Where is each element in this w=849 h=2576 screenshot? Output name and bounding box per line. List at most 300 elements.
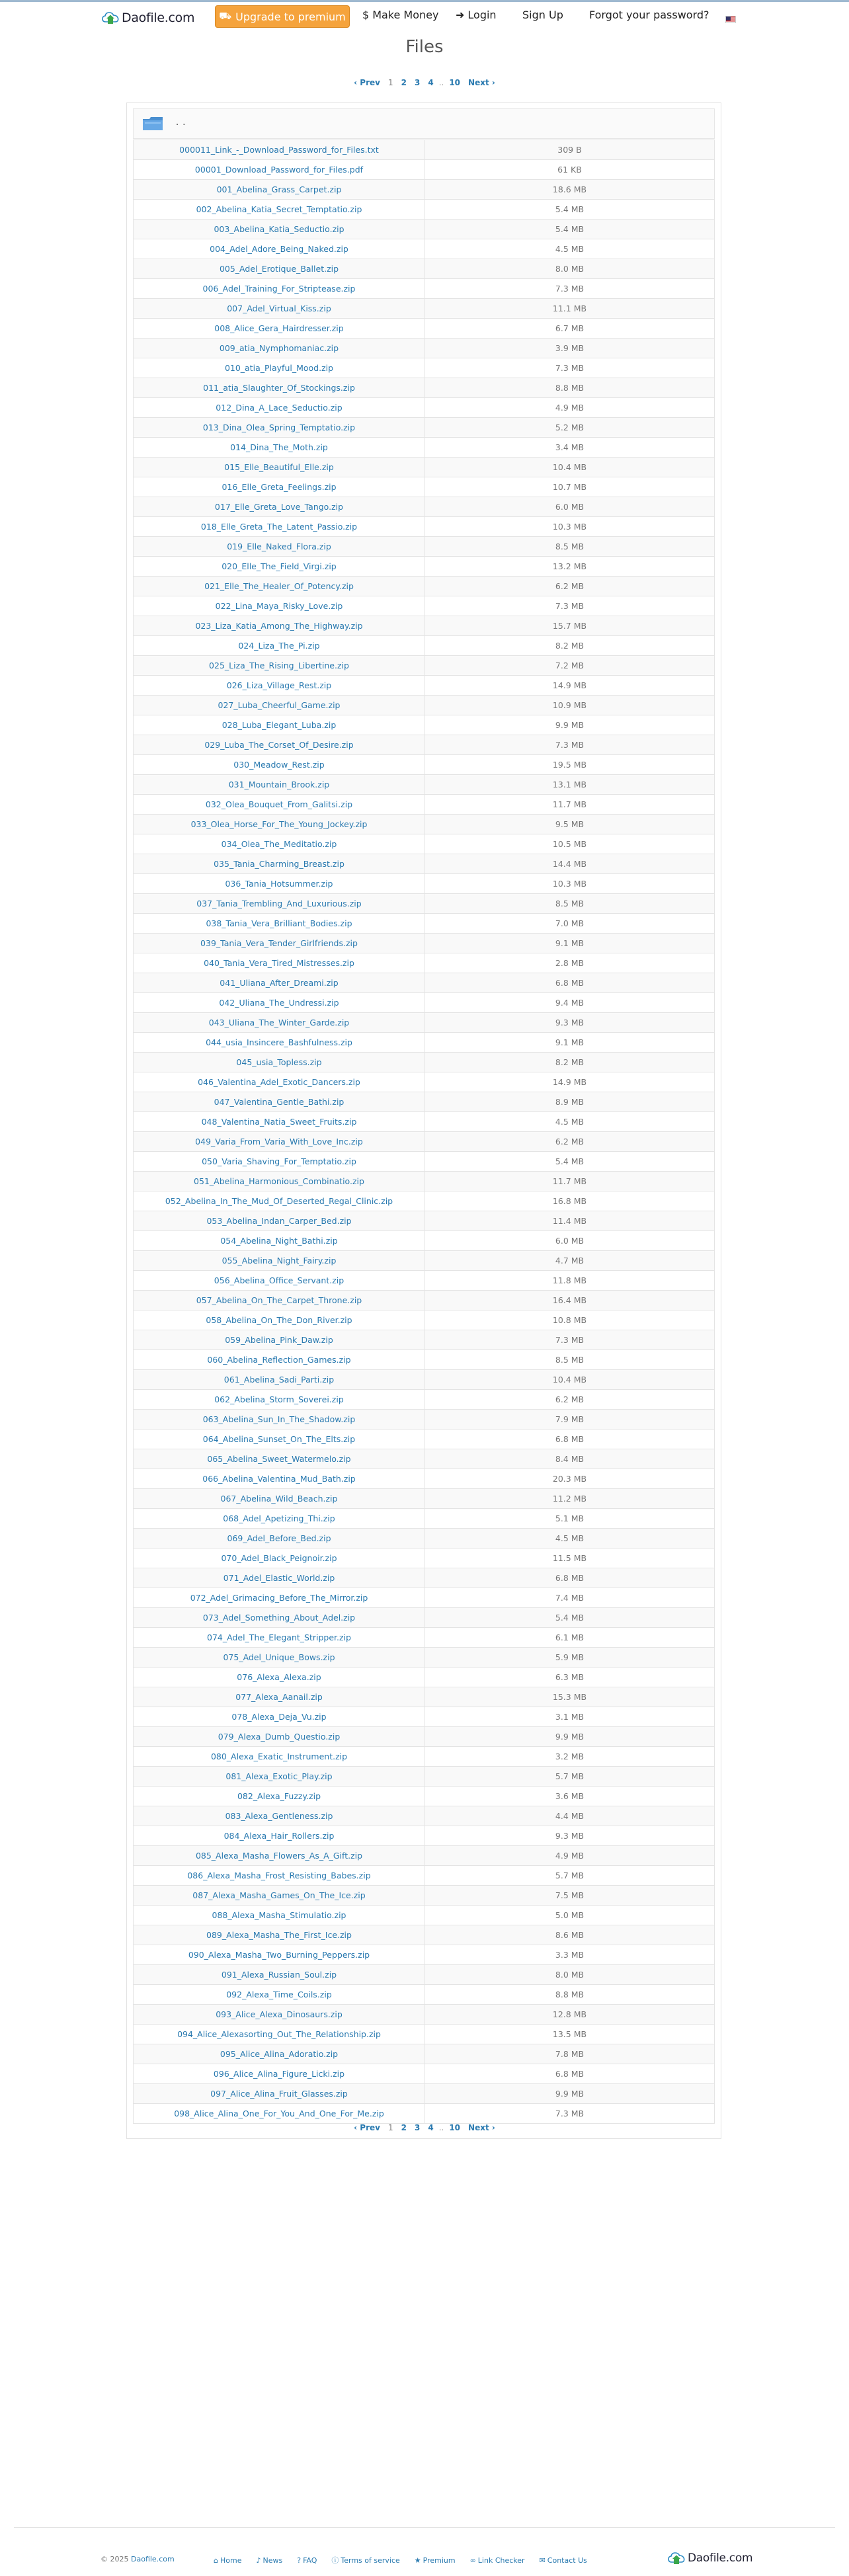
footer-logo[interactable] bbox=[668, 2551, 752, 2565]
file-size: 10.8 MB bbox=[425, 1310, 715, 1330]
file-name-link[interactable]: 025_Liza_The_Rising_Libertine.zip bbox=[134, 656, 425, 676]
file-name-link[interactable]: 087_Alexa_Masha_Games_On_The_Ice.zip bbox=[134, 1886, 425, 1906]
file-name-link[interactable]: 054_Abelina_Night_Bathi.zip bbox=[134, 1231, 425, 1251]
file-name-link[interactable]: 051_Abelina_Harmonious_Combinatio.zip bbox=[134, 1172, 425, 1191]
file-size: 5.0 MB bbox=[425, 1906, 715, 1925]
login-label: Login bbox=[467, 9, 497, 21]
file-row bbox=[134, 1172, 715, 1191]
folder-icon bbox=[142, 116, 163, 131]
file-name-link[interactable]: 018_Elle_Greta_The_Latent_Passio.zip bbox=[134, 517, 425, 537]
footer-link-news[interactable] bbox=[256, 2555, 282, 2565]
pagination-dots: .. bbox=[438, 78, 444, 87]
file-size: 11.1 MB bbox=[425, 299, 715, 319]
file-name-link[interactable]: 020_Elle_The_Field_Virgi.zip bbox=[134, 557, 425, 577]
file-name-link[interactable]: 002_Abelina_Katia_Secret_Temptatio.zip bbox=[134, 200, 425, 220]
file-name-link[interactable]: 067_Abelina_Wild_Beach.zip bbox=[134, 1489, 425, 1509]
file-size: 16.4 MB bbox=[425, 1291, 715, 1310]
file-name-link[interactable]: 000011_Link_-_Download_Password_for_Files.txt bbox=[134, 140, 425, 160]
file-name-link[interactable]: 078_Alexa_Deja_Vu.zip bbox=[134, 1707, 425, 1727]
file-size: 8.6 MB bbox=[425, 1925, 715, 1945]
file-row bbox=[134, 1013, 715, 1033]
file-row bbox=[134, 497, 715, 517]
file-row bbox=[134, 1727, 715, 1747]
file-name-link[interactable]: 071_Adel_Elastic_World.zip bbox=[134, 1568, 425, 1588]
file-name-link[interactable]: 048_Valentina_Natia_Sweet_Fruits.zip bbox=[134, 1112, 425, 1132]
file-name-link[interactable]: 037_Tania_Trembling_And_Luxurious.zip bbox=[134, 894, 425, 914]
file-row bbox=[134, 1707, 715, 1727]
file-row bbox=[134, 1271, 715, 1291]
file-row bbox=[134, 1529, 715, 1549]
file-name-link[interactable]: 009_atia_Nymphomaniac.zip bbox=[134, 339, 425, 358]
file-name-link[interactable]: 003_Abelina_Katia_Seductio.zip bbox=[134, 220, 425, 239]
file-row bbox=[134, 239, 715, 259]
file-name-link[interactable]: 075_Adel_Unique_Bows.zip bbox=[134, 1648, 425, 1668]
footer-copyright bbox=[101, 2555, 175, 2563]
file-size: 9.9 MB bbox=[425, 2084, 715, 2104]
login-icon: ➜ bbox=[456, 9, 465, 21]
file-row bbox=[134, 2084, 715, 2104]
pagination-prev[interactable]: ‹ Prev bbox=[354, 2123, 380, 2132]
file-row bbox=[134, 1747, 715, 1767]
file-size: 7.3 MB bbox=[425, 596, 715, 616]
file-name-link[interactable]: 036_Tania_Hotsummer.zip bbox=[134, 874, 425, 894]
file-name-link[interactable]: 047_Valentina_Gentle_Bathi.zip bbox=[134, 1092, 425, 1112]
file-name-link[interactable]: 039_Tania_Vera_Tender_Girlfriends.zip bbox=[134, 934, 425, 953]
file-row bbox=[134, 1687, 715, 1707]
file-row bbox=[134, 1410, 715, 1429]
footer-logo-text: Daofile.com bbox=[688, 2552, 753, 2565]
file-name-link[interactable]: 019_Elle_Naked_Flora.zip bbox=[134, 537, 425, 557]
file-size: 6.8 MB bbox=[425, 1429, 715, 1449]
file-size: 7.0 MB bbox=[425, 914, 715, 934]
file-row bbox=[134, 636, 715, 656]
file-size: 8.0 MB bbox=[425, 1965, 715, 1985]
make-money-link[interactable] bbox=[362, 9, 438, 21]
file-row bbox=[134, 1132, 715, 1152]
file-size: 7.3 MB bbox=[425, 735, 715, 755]
file-name-link[interactable]: 094_Alice_Alexasorting_Out_The_Relationship.zip bbox=[134, 2025, 425, 2044]
file-name-link[interactable]: 046_Valentina_Adel_Exotic_Dancers.zip bbox=[134, 1072, 425, 1092]
file-size: 11.2 MB bbox=[425, 1489, 715, 1509]
file-size: 61 KB bbox=[425, 160, 715, 180]
file-name-link[interactable]: 062_Abelina_Storm_Soverei.zip bbox=[134, 1390, 425, 1410]
file-size: 10.3 MB bbox=[425, 517, 715, 537]
file-name-link[interactable]: 089_Alexa_Masha_The_First_Ice.zip bbox=[134, 1925, 425, 1945]
file-name-link[interactable]: 063_Abelina_Sun_In_The_Shadow.zip bbox=[134, 1410, 425, 1429]
file-name-link[interactable]: 084_Alexa_Hair_Rollers.zip bbox=[134, 1826, 425, 1846]
file-row bbox=[134, 1925, 715, 1945]
file-row bbox=[134, 1945, 715, 1965]
file-row bbox=[134, 220, 715, 239]
file-name-link[interactable]: 011_atia_Slaughter_Of_Stockings.zip bbox=[134, 378, 425, 398]
file-name-link[interactable]: 017_Elle_Greta_Love_Tango.zip bbox=[134, 497, 425, 517]
pagination-page-last[interactable]: 10 bbox=[449, 2123, 461, 2132]
pagination-page-2[interactable]: 2 bbox=[401, 2123, 407, 2132]
file-size: 9.4 MB bbox=[425, 993, 715, 1013]
footer-link-label: FAQ bbox=[303, 2556, 317, 2565]
file-size: 6.0 MB bbox=[425, 1231, 715, 1251]
navbar bbox=[0, 2, 849, 31]
file-size: 8.8 MB bbox=[425, 378, 715, 398]
file-size: 6.7 MB bbox=[425, 319, 715, 339]
file-row bbox=[134, 596, 715, 616]
file-size: 7.5 MB bbox=[425, 1886, 715, 1906]
file-name-link[interactable]: 023_Liza_Katia_Among_The_Highway.zip bbox=[134, 616, 425, 636]
file-size: 8.5 MB bbox=[425, 537, 715, 557]
file-size: 4.4 MB bbox=[425, 1806, 715, 1826]
file-name-link[interactable]: 007_Adel_Virtual_Kiss.zip bbox=[134, 299, 425, 319]
file-row bbox=[134, 755, 715, 775]
login-link[interactable] bbox=[456, 9, 497, 21]
file-name-link[interactable]: 041_Uliana_After_Dreami.zip bbox=[134, 973, 425, 993]
file-row bbox=[134, 1449, 715, 1469]
file-row bbox=[134, 418, 715, 438]
file-size: 10.9 MB bbox=[425, 696, 715, 715]
pagination-page-1: 1 bbox=[387, 78, 393, 87]
pagination-page-3[interactable]: 3 bbox=[414, 2123, 421, 2132]
file-size: 5.1 MB bbox=[425, 1509, 715, 1529]
file-name-link[interactable]: 026_Liza_Village_Rest.zip bbox=[134, 676, 425, 696]
file-row bbox=[134, 1191, 715, 1211]
file-size: 5.4 MB bbox=[425, 1152, 715, 1172]
file-name-link[interactable]: 088_Alexa_Masha_Stimulatio.zip bbox=[134, 1906, 425, 1925]
forgot-password-label: Forgot your password? bbox=[589, 9, 709, 21]
home-icon: ⌂ bbox=[214, 2556, 218, 2565]
star-icon: ★ bbox=[414, 2556, 421, 2565]
file-row bbox=[134, 537, 715, 557]
file-size: 5.4 MB bbox=[425, 220, 715, 239]
parent-folder-row[interactable] bbox=[133, 108, 715, 139]
file-size: 6.2 MB bbox=[425, 1390, 715, 1410]
file-name-link[interactable]: 064_Abelina_Sunset_On_The_Elts.zip bbox=[134, 1429, 425, 1449]
file-row bbox=[134, 795, 715, 815]
file-name-link[interactable]: 081_Alexa_Exotic_Play.zip bbox=[134, 1767, 425, 1787]
page-title: Files bbox=[405, 37, 444, 57]
footer-link-link-checker[interactable] bbox=[470, 2555, 525, 2565]
forgot-password-link[interactable] bbox=[589, 9, 709, 21]
pagination-prev[interactable]: ‹ Prev bbox=[354, 78, 380, 87]
file-row bbox=[134, 1330, 715, 1350]
file-name-link[interactable]: 096_Alice_Alina_Figure_Licki.zip bbox=[134, 2064, 425, 2084]
file-name-link[interactable]: 031_Mountain_Brook.zip bbox=[134, 775, 425, 795]
file-row bbox=[134, 2064, 715, 2084]
file-name-link[interactable]: 079_Alexa_Dumb_Questio.zip bbox=[134, 1727, 425, 1747]
file-row bbox=[134, 1251, 715, 1271]
file-size: 6.8 MB bbox=[425, 973, 715, 993]
cloud-logo-icon bbox=[102, 11, 119, 25]
file-row bbox=[134, 973, 715, 993]
upgrade-premium-label: Upgrade to premium bbox=[235, 10, 346, 23]
file-row bbox=[134, 1886, 715, 1906]
file-row bbox=[134, 676, 715, 696]
file-size: 8.5 MB bbox=[425, 1350, 715, 1370]
file-name-link[interactable]: 083_Alexa_Gentleness.zip bbox=[134, 1806, 425, 1826]
file-name-link[interactable]: 030_Meadow_Rest.zip bbox=[134, 755, 425, 775]
file-row bbox=[134, 200, 715, 220]
file-name-link[interactable]: 082_Alexa_Fuzzy.zip bbox=[134, 1787, 425, 1806]
file-name-link[interactable]: 077_Alexa_Aanail.zip bbox=[134, 1687, 425, 1707]
file-row bbox=[134, 1390, 715, 1410]
footer-link-faq[interactable] bbox=[297, 2555, 317, 2565]
file-name-link[interactable]: 032_Olea_Bouquet_From_Galitsi.zip bbox=[134, 795, 425, 815]
file-size: 6.0 MB bbox=[425, 497, 715, 517]
file-row bbox=[134, 477, 715, 497]
file-name-link[interactable]: 098_Alice_Alina_One_For_You_And_One_For_Me.zip bbox=[134, 2104, 425, 2124]
pagination-page-3[interactable]: 3 bbox=[414, 78, 421, 87]
file-size: 10.4 MB bbox=[425, 458, 715, 477]
pagination-page-last[interactable]: 10 bbox=[449, 78, 461, 87]
file-size: 11.7 MB bbox=[425, 795, 715, 815]
file-row bbox=[134, 517, 715, 537]
footer-link-home[interactable] bbox=[214, 2555, 241, 2565]
make-money-label: Make Money bbox=[372, 9, 439, 21]
file-name-link[interactable]: 068_Adel_Apetizing_Thi.zip bbox=[134, 1509, 425, 1529]
file-name-link[interactable]: 050_Varia_Shaving_For_Temptatio.zip bbox=[134, 1152, 425, 1172]
file-size: 3.2 MB bbox=[425, 1747, 715, 1767]
file-size: 7.3 MB bbox=[425, 1330, 715, 1350]
file-name-link[interactable]: 040_Tania_Vera_Tired_Mistresses.zip bbox=[134, 953, 425, 973]
file-name-link[interactable]: 053_Abelina_Indan_Carper_Bed.zip bbox=[134, 1211, 425, 1231]
file-name-link[interactable]: 066_Abelina_Valentina_Mud_Bath.zip bbox=[134, 1469, 425, 1489]
file-name-link[interactable]: 027_Luba_Cheerful_Game.zip bbox=[134, 696, 425, 715]
file-row bbox=[134, 815, 715, 834]
pagination-page-2[interactable]: 2 bbox=[401, 78, 407, 87]
file-name-link[interactable]: 013_Dina_Olea_Spring_Temptatio.zip bbox=[134, 418, 425, 438]
file-row bbox=[134, 953, 715, 973]
footer-link-label: Contact Us bbox=[547, 2556, 587, 2565]
file-size: 6.8 MB bbox=[425, 1568, 715, 1588]
file-size: 4.7 MB bbox=[425, 1251, 715, 1271]
signup-label: Sign Up bbox=[522, 9, 563, 21]
file-row bbox=[134, 1866, 715, 1886]
file-size: 7.2 MB bbox=[425, 656, 715, 676]
file-name-link[interactable]: 072_Adel_Grimacing_Before_The_Mirror.zip bbox=[134, 1588, 425, 1608]
file-row bbox=[134, 458, 715, 477]
file-name-link[interactable]: 043_Uliana_The_Winter_Garde.zip bbox=[134, 1013, 425, 1033]
file-name-link[interactable]: 073_Adel_Something_About_Adel.zip bbox=[134, 1608, 425, 1628]
file-name-link[interactable]: 090_Alexa_Masha_Two_Burning_Peppers.zip bbox=[134, 1945, 425, 1965]
question-icon: ? bbox=[297, 2556, 302, 2565]
file-name-link[interactable]: 042_Uliana_The_Undressi.zip bbox=[134, 993, 425, 1013]
file-name-link[interactable]: 035_Tania_Charming_Breast.zip bbox=[134, 854, 425, 874]
file-size: 16.8 MB bbox=[425, 1191, 715, 1211]
file-row bbox=[134, 1509, 715, 1529]
file-row bbox=[134, 140, 715, 160]
file-row bbox=[134, 834, 715, 854]
file-row bbox=[134, 874, 715, 894]
file-row bbox=[134, 160, 715, 180]
file-row bbox=[134, 1985, 715, 2005]
file-size: 5.7 MB bbox=[425, 1866, 715, 1886]
file-size: 309 B bbox=[425, 140, 715, 160]
file-size: 13.1 MB bbox=[425, 775, 715, 795]
file-row bbox=[134, 1806, 715, 1826]
file-name-link[interactable]: 001_Abelina_Grass_Carpet.zip bbox=[134, 180, 425, 200]
file-size: 5.4 MB bbox=[425, 200, 715, 220]
file-row bbox=[134, 1906, 715, 1925]
file-name-link[interactable]: 00001_Download_Password_for_Files.pdf bbox=[134, 160, 425, 180]
file-row bbox=[134, 1668, 715, 1687]
pagination-page-4[interactable]: 4 bbox=[428, 78, 434, 87]
file-row bbox=[134, 1965, 715, 1985]
signup-link[interactable] bbox=[522, 9, 563, 21]
file-row bbox=[134, 378, 715, 398]
file-name-link[interactable]: 093_Alice_Alexa_Dinosaurs.zip bbox=[134, 2005, 425, 2025]
file-size: 5.9 MB bbox=[425, 1648, 715, 1668]
file-size: 8.2 MB bbox=[425, 1053, 715, 1072]
file-row bbox=[134, 2025, 715, 2044]
file-name-link[interactable]: 091_Alexa_Russian_Soul.zip bbox=[134, 1965, 425, 1985]
file-name-link[interactable]: 014_Dina_The_Moth.zip bbox=[134, 438, 425, 458]
file-row bbox=[134, 894, 715, 914]
file-name-link[interactable]: 080_Alexa_Exatic_Instrument.zip bbox=[134, 1747, 425, 1767]
file-size: 8.2 MB bbox=[425, 636, 715, 656]
file-row bbox=[134, 616, 715, 636]
footer bbox=[0, 2551, 849, 2567]
file-row bbox=[134, 1489, 715, 1509]
file-size: 8.8 MB bbox=[425, 1985, 715, 2005]
file-row bbox=[134, 299, 715, 319]
file-row bbox=[134, 775, 715, 795]
file-row bbox=[134, 696, 715, 715]
file-row bbox=[134, 1628, 715, 1648]
file-size: 9.3 MB bbox=[425, 1013, 715, 1033]
file-name-link[interactable]: 033_Olea_Horse_For_The_Young_Jockey.zip bbox=[134, 815, 425, 834]
file-name-link[interactable]: 016_Elle_Greta_Feelings.zip bbox=[134, 477, 425, 497]
us-flag-icon[interactable] bbox=[725, 16, 736, 23]
footer-link-terms[interactable] bbox=[331, 2555, 399, 2565]
file-size: 7.8 MB bbox=[425, 2044, 715, 2064]
file-row bbox=[134, 438, 715, 458]
file-row bbox=[134, 993, 715, 1013]
envelope-icon: ✉ bbox=[539, 2556, 546, 2565]
file-size: 4.5 MB bbox=[425, 1529, 715, 1549]
file-size: 11.4 MB bbox=[425, 1211, 715, 1231]
file-row bbox=[134, 914, 715, 934]
file-size: 11.5 MB bbox=[425, 1549, 715, 1568]
footer-link-premium[interactable] bbox=[415, 2555, 456, 2565]
file-name-link[interactable]: 012_Dina_A_Lace_Seductio.zip bbox=[134, 398, 425, 418]
file-row bbox=[134, 1767, 715, 1787]
file-name-link[interactable]: 070_Adel_Black_Peignoir.zip bbox=[134, 1549, 425, 1568]
file-name-link[interactable]: 076_Alexa_Alexa.zip bbox=[134, 1668, 425, 1687]
footer-link-contact[interactable] bbox=[540, 2555, 587, 2565]
file-name-link[interactable]: 045_usia_Topless.zip bbox=[134, 1053, 425, 1072]
pagination-bottom bbox=[0, 2121, 849, 2134]
file-size: 4.9 MB bbox=[425, 1846, 715, 1866]
file-row bbox=[134, 715, 715, 735]
pagination-top bbox=[0, 76, 849, 89]
file-name-link[interactable]: 052_Abelina_In_The_Mud_Of_Deserted_Regal_Clinic.zip bbox=[134, 1191, 425, 1211]
file-name-link[interactable]: 059_Abelina_Pink_Daw.zip bbox=[134, 1330, 425, 1350]
file-size: 10.7 MB bbox=[425, 477, 715, 497]
file-name-link[interactable]: 060_Abelina_Reflection_Games.zip bbox=[134, 1350, 425, 1370]
logo-text: Daofile.com bbox=[122, 11, 195, 25]
file-row bbox=[134, 180, 715, 200]
file-size: 4.5 MB bbox=[425, 1112, 715, 1132]
footer-link-label: Home bbox=[220, 2556, 242, 2565]
file-name-link[interactable]: 004_Adel_Adore_Being_Naked.zip bbox=[134, 239, 425, 259]
info-icon: ⓘ bbox=[331, 2556, 339, 2565]
pagination-next[interactable]: Next › bbox=[468, 78, 495, 87]
file-name-link[interactable]: 038_Tania_Vera_Brilliant_Bodies.zip bbox=[134, 914, 425, 934]
file-name-link[interactable]: 055_Abelina_Night_Fairy.zip bbox=[134, 1251, 425, 1271]
copyright-brand-link[interactable]: Daofile.com bbox=[131, 2555, 175, 2563]
file-row bbox=[134, 1112, 715, 1132]
file-name-link[interactable]: 058_Abelina_On_The_Don_River.zip bbox=[134, 1310, 425, 1330]
file-name-link[interactable]: 074_Adel_The_Elegant_Stripper.zip bbox=[134, 1628, 425, 1648]
file-name-link[interactable]: 065_Abelina_Sweet_Watermelo.zip bbox=[134, 1449, 425, 1469]
file-name-link[interactable]: 028_Luba_Elegant_Luba.zip bbox=[134, 715, 425, 735]
file-row bbox=[134, 279, 715, 299]
file-name-link[interactable]: 015_Elle_Beautiful_Elle.zip bbox=[134, 458, 425, 477]
file-name-link[interactable]: 049_Varia_From_Varia_With_Love_Inc.zip bbox=[134, 1132, 425, 1152]
file-name-link[interactable]: 008_Alice_Gera_Hairdresser.zip bbox=[134, 319, 425, 339]
files-table bbox=[133, 140, 715, 2124]
file-name-link[interactable]: 057_Abelina_On_The_Carpet_Throne.zip bbox=[134, 1291, 425, 1310]
footer-link-label: Link Checker bbox=[477, 2556, 525, 2565]
file-size: 8.0 MB bbox=[425, 259, 715, 279]
file-row bbox=[134, 1092, 715, 1112]
file-name-link[interactable]: 034_Olea_The_Meditatio.zip bbox=[134, 834, 425, 854]
file-name-link[interactable]: 056_Abelina_Office_Servant.zip bbox=[134, 1271, 425, 1291]
file-size: 10.3 MB bbox=[425, 874, 715, 894]
pagination-page-4[interactable]: 4 bbox=[428, 2123, 434, 2132]
file-name-link[interactable]: 010_atia_Playful_Mood.zip bbox=[134, 358, 425, 378]
file-size: 11.7 MB bbox=[425, 1172, 715, 1191]
site-logo[interactable] bbox=[102, 9, 194, 26]
file-row bbox=[134, 1053, 715, 1072]
pagination-next[interactable]: Next › bbox=[468, 2123, 495, 2132]
file-size: 12.8 MB bbox=[425, 2005, 715, 2025]
file-name-link[interactable]: 005_Adel_Erotique_Ballet.zip bbox=[134, 259, 425, 279]
file-row bbox=[134, 1549, 715, 1568]
file-size: 8.9 MB bbox=[425, 1092, 715, 1112]
file-name-link[interactable]: 069_Adel_Before_Bed.zip bbox=[134, 1529, 425, 1549]
file-size: 7.3 MB bbox=[425, 358, 715, 378]
file-name-link[interactable]: 085_Alexa_Masha_Flowers_As_A_Gift.zip bbox=[134, 1846, 425, 1866]
file-size: 6.8 MB bbox=[425, 2064, 715, 2084]
file-row bbox=[134, 1648, 715, 1668]
file-name-link[interactable]: 029_Luba_The_Corset_Of_Desire.zip bbox=[134, 735, 425, 755]
file-size: 10.4 MB bbox=[425, 1370, 715, 1390]
file-name-link[interactable]: 044_usia_Insincere_Bashfulness.zip bbox=[134, 1033, 425, 1053]
file-name-link[interactable]: 024_Liza_The_Pi.zip bbox=[134, 636, 425, 656]
file-row bbox=[134, 259, 715, 279]
file-size: 13.5 MB bbox=[425, 2025, 715, 2044]
file-size: 6.3 MB bbox=[425, 1668, 715, 1687]
file-row bbox=[134, 1072, 715, 1092]
file-row bbox=[134, 319, 715, 339]
file-row bbox=[134, 1588, 715, 1608]
file-name-link[interactable]: 006_Adel_Training_For_Striptease.zip bbox=[134, 279, 425, 299]
file-row bbox=[134, 656, 715, 676]
dollar-icon: $ bbox=[362, 9, 370, 21]
file-name-link[interactable]: 021_Elle_The_Healer_Of_Potency.zip bbox=[134, 577, 425, 596]
upgrade-premium-button[interactable] bbox=[215, 5, 350, 28]
file-name-link[interactable]: 022_Lina_Maya_Risky_Love.zip bbox=[134, 596, 425, 616]
cloud-logo-icon bbox=[668, 2551, 685, 2565]
file-name-link[interactable]: 097_Alice_Alina_Fruit_Glasses.zip bbox=[134, 2084, 425, 2104]
file-name-link[interactable]: 086_Alexa_Masha_Frost_Resisting_Babes.zip bbox=[134, 1866, 425, 1886]
file-name-link[interactable]: 061_Abelina_Sadi_Parti.zip bbox=[134, 1370, 425, 1390]
file-size: 8.5 MB bbox=[425, 894, 715, 914]
file-name-link[interactable]: 095_Alice_Alina_Adoratio.zip bbox=[134, 2044, 425, 2064]
file-size: 6.1 MB bbox=[425, 1628, 715, 1648]
file-size: 6.2 MB bbox=[425, 1132, 715, 1152]
file-name-link[interactable]: 092_Alexa_Time_Coils.zip bbox=[134, 1985, 425, 2005]
copyright-text: © 2025 bbox=[101, 2555, 129, 2563]
